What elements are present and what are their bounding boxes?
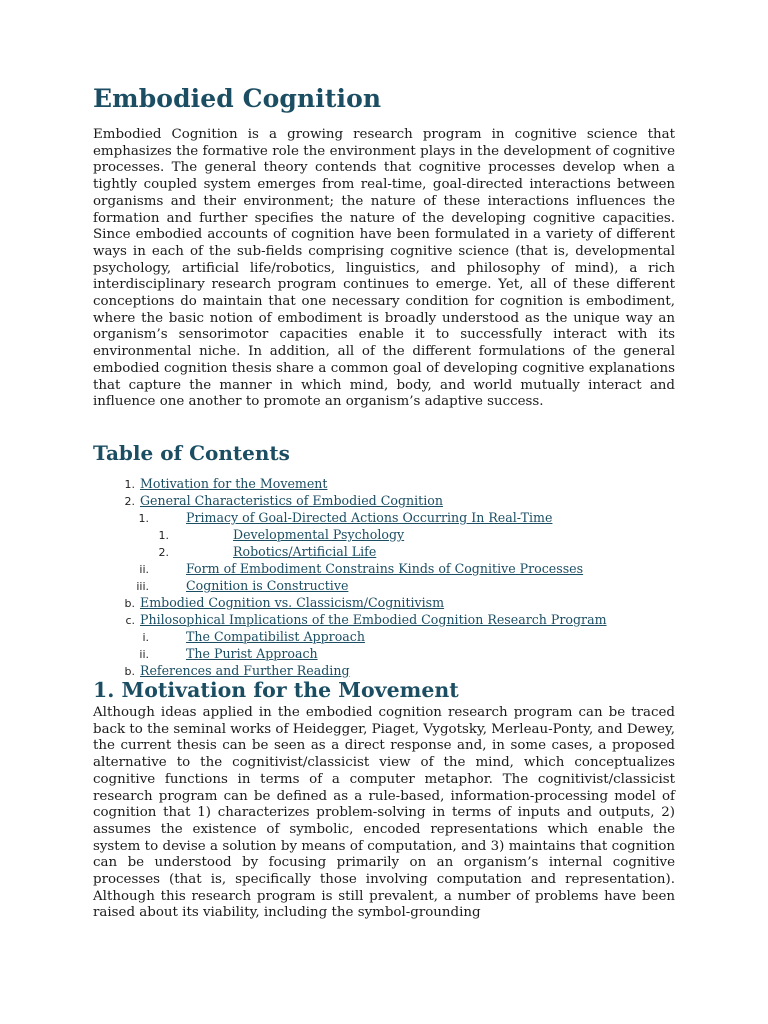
toc-item-number: 1. <box>158 529 169 542</box>
toc-link-philosophical-implications[interactable]: Philosophical Implications of the Embodied Cognition Research Program <box>140 612 607 627</box>
section-paragraph: Although ideas applied in the embodied cognition research program can be traced back to the seminal works of Heidegger, Piaget, Vygotsky, Merleau-Ponty, and Dewey, the current thesis can be seen as a direct response and, in some cases, a proposed alternative to the cognitivist/classicist view of the mind, which conceptualizes cognitive functions in terms of a computer metaphor. The cognitivist/classicist research program can be defined as a rule-based, information-processing model of cognition that 1) characterizes problem-solving in terms of inputs and outputs, 2) assumes the existence of symbolic, encoded representations which enable the system to devise a solution by means of computation, and 3) maintains that cognition can be understood by focusing primarily on an organism’s internal cognitive processes (that is, specifically those involving computation and representation). Although this research program is still prevalent, a number of problems have been raised about its viability, including the symbol-grounding <box>93 705 675 921</box>
toc-link-robotics[interactable]: Robotics/Artificial Life <box>233 544 377 559</box>
toc-heading: Table of Contents <box>93 441 290 465</box>
toc-link-purist[interactable]: The Purist Approach <box>186 646 318 661</box>
toc-item-number: ii. <box>139 648 149 661</box>
toc-item-number: 1. <box>124 478 135 491</box>
toc-link-compatibilist[interactable]: The Compatibilist Approach <box>186 629 365 644</box>
toc-link-form-of-embodiment[interactable]: Form of Embodiment Constrains Kinds of Cognitive Processes <box>186 561 584 576</box>
toc-item-number: iii. <box>136 580 149 593</box>
toc-link-primacy-goal-directed[interactable]: Primacy of Goal-Directed Actions Occurring In Real-Time <box>186 510 553 525</box>
section-heading: 1. Motivation for the Movement <box>93 678 459 702</box>
page-title: Embodied Cognition <box>93 84 382 113</box>
toc-link-developmental-psychology[interactable]: Developmental Psychology <box>233 527 405 542</box>
toc-item-number: b. <box>124 597 135 610</box>
toc-link-motivation[interactable]: Motivation for the Movement <box>140 476 328 491</box>
toc-item-number: 2. <box>158 546 169 559</box>
toc-link-references[interactable]: References and Further Reading <box>140 663 350 678</box>
toc-item-number: ii. <box>139 563 149 576</box>
toc-item-number: i. <box>142 631 149 644</box>
toc-item-number: b. <box>124 665 135 678</box>
toc-link-classicism[interactable]: Embodied Cognition vs. Classicism/Cognitivism <box>140 595 445 610</box>
toc-link-general-characteristics[interactable]: General Characteristics of Embodied Cognition <box>140 493 443 508</box>
intro-paragraph: Embodied Cognition is a growing research program in cognitive science that emphasizes the formative role the environment plays in the development of cognitive processes. The general theory contends that cognitive processes develop when a tightly coupled system emerges from real-time, goal-directed interactions between organisms and their environment; the nature of these interactions influences the formation and further specifies the nature of the developing cognitive capacities. Since embodied accounts of cognition have been formulated in a variety of different ways in each of the sub-fields comprising cognitive science (that is, developmental psychology, artificial life/robotics, linguistics, and philosophy of mind), a rich interdisciplinary research program continues to emerge. Yet, all of these different conceptions do maintain that one necessary condition for cognition is embodiment, where the basic notion of embodiment is broadly understood as the unique way an organism’s sensorimotor capacities enable it to successfully interact with its environmental niche. In addition, all of the different formulations of the general embodied cognition thesis share a common goal of developing cognitive explanations that capture the manner in which mind, body, and world mutually interact and influence one another to promote an organism’s adaptive success. <box>93 127 675 410</box>
toc-link-cognition-constructive[interactable]: Cognition is Constructive <box>186 578 349 593</box>
toc-item-number: 1. <box>138 512 149 525</box>
toc-item-number: c. <box>125 614 135 627</box>
toc-item-number: 2. <box>124 495 135 508</box>
